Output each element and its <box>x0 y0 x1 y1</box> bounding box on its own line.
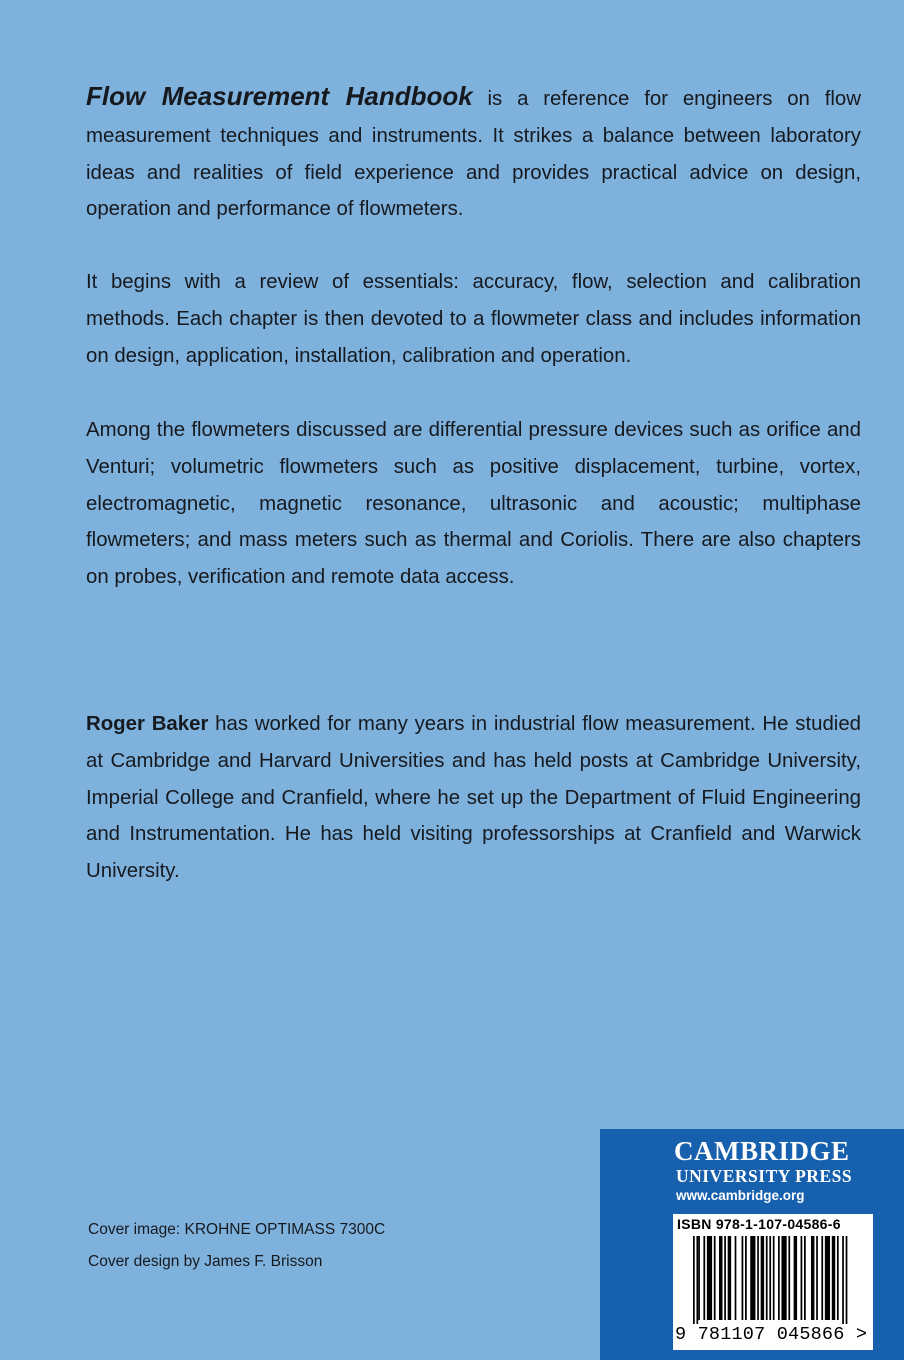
author-name: Roger Baker <box>86 713 209 735</box>
cover-image-credit: Cover image: KROHNE OPTIMASS 7300C <box>88 1221 386 1238</box>
barcode-bar <box>761 1236 764 1320</box>
barcode-bar <box>742 1236 744 1320</box>
description-paragraph-1-text: is a reference for engineers on flow measurement techniques and instruments. It strikes a balance between laboratory ideas and realities of field experience and provides practical advice on design, operation and performance of flowmeters. <box>86 88 861 221</box>
barcode-bar <box>693 1236 695 1324</box>
barcode-bar <box>825 1236 830 1320</box>
author-bio-text: has worked for many years in industrial flow measurement. He studied at Cambridge and Harvard Universities and has held posts at Cambridge University, Imperial College and Cranfield, where he set up the Department of Fluid Engineering and Instrumentation. He has held visiting professorships at Cranfield and Warwick University. <box>86 713 862 883</box>
barcode-box <box>673 1214 873 1350</box>
barcode-digits: 9 781107 045866 > <box>675 1324 868 1345</box>
publisher-panel <box>600 1129 904 1360</box>
description-paragraph-1 <box>86 78 861 228</box>
barcode-bar <box>773 1236 775 1320</box>
barcode-bar <box>794 1236 797 1320</box>
barcode-bar <box>804 1236 806 1320</box>
publisher-name: CAMBRIDGE <box>674 1136 850 1166</box>
barcode-bar <box>842 1236 844 1324</box>
barcode-bar <box>846 1236 848 1324</box>
barcode-bar <box>769 1236 771 1320</box>
publisher-subtitle: UNIVERSITY PRESS <box>676 1166 853 1186</box>
book-title: Flow Measurement Handbook <box>86 81 473 111</box>
description-paragraph-2: It begins with a review of essentials: accuracy, flow, selection and calibration methods. Each chapter is then devoted to a flowmeter class and includes information on design, application, installation, calibration and operation. <box>86 271 861 367</box>
publisher-url[interactable]: www.cambridge.org <box>676 1188 805 1203</box>
cover-design-credit: Cover design by James F. Brisson <box>88 1253 323 1270</box>
isbn-label: ISBN 978-1-107-04586-6 <box>677 1216 841 1232</box>
author-bio <box>86 706 861 890</box>
barcode-bar <box>719 1236 722 1320</box>
barcode-bar <box>728 1236 731 1320</box>
barcode-bar <box>757 1236 759 1320</box>
barcode-bar <box>735 1236 737 1320</box>
barcode-bar <box>781 1236 786 1320</box>
barcode-bar <box>801 1236 803 1320</box>
barcode-bar <box>698 1236 700 1320</box>
barcode-bar <box>766 1236 768 1320</box>
barcode-bar <box>816 1236 818 1320</box>
barcode-bar <box>788 1236 790 1320</box>
description-paragraph-3: Among the flowmeters discussed are differential pressure devices such as orifice and Venturi; volumetric flowmeters such as positive displacement, turbine, vortex, electromagnetic, magnetic resonance, ultrasonic and acoustic; multiphase flowmeters; and mass meters such as thermal and Coriolis. There are also chapters on probes, verification and remote data access. <box>86 419 861 589</box>
barcode-bar <box>707 1236 712 1320</box>
barcode-bar <box>837 1236 839 1320</box>
barcode-bar <box>832 1236 835 1320</box>
barcode-bar <box>745 1236 747 1320</box>
barcode-icon <box>693 1236 863 1324</box>
barcode-bar <box>724 1236 726 1320</box>
barcode-bar <box>714 1236 716 1320</box>
barcode-bar <box>778 1236 780 1320</box>
barcode-bar <box>703 1236 705 1320</box>
barcode-bar <box>750 1236 755 1320</box>
barcode-bar <box>696 1236 698 1324</box>
barcode-bar <box>811 1236 814 1320</box>
barcode-bar <box>821 1236 823 1320</box>
